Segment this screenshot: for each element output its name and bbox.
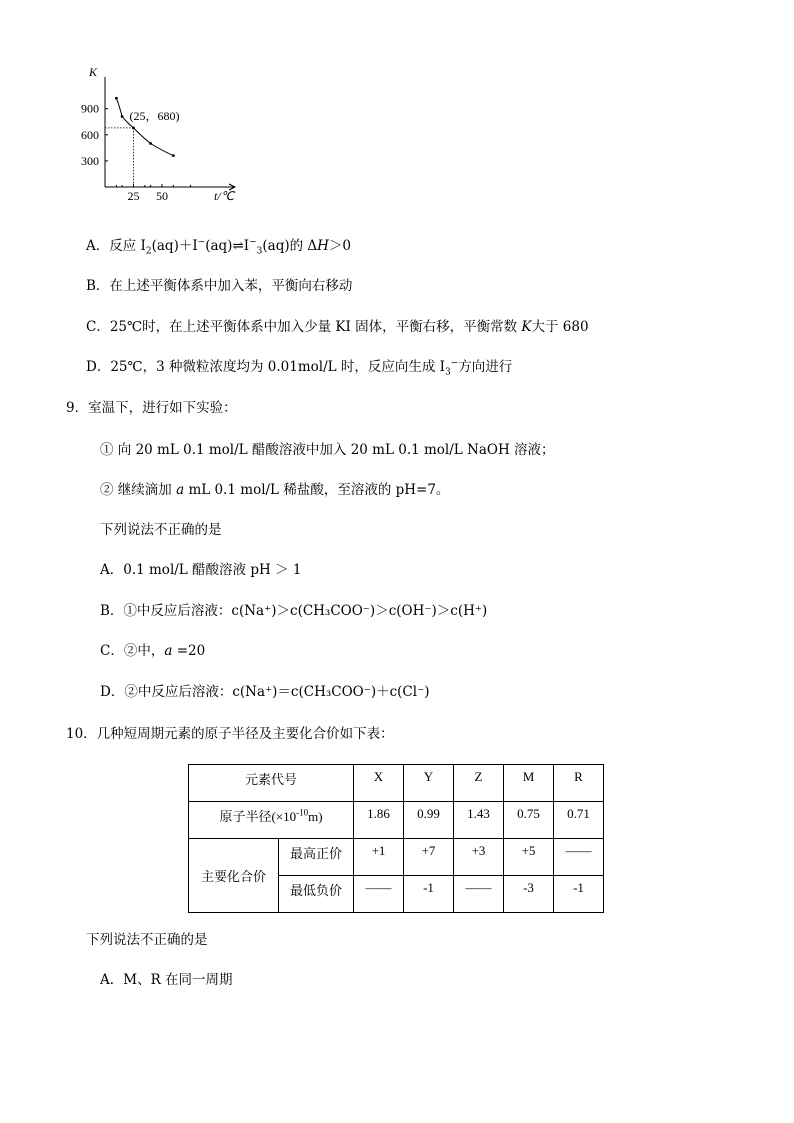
table-cell: 1.86 (354, 802, 404, 839)
chart-labels (88, 65, 236, 203)
y-tick-label: 900 (81, 101, 99, 116)
table-cell: —— (454, 876, 504, 913)
table-cell: 0.99 (404, 802, 454, 839)
y-axis-label: K (89, 65, 98, 79)
q9-option-b: B．①中反应后溶液：c(Na⁺)＞c(CH₃COO⁻)＞c(OH⁻)＞c(H⁺) (100, 603, 488, 619)
table-cell: -3 (504, 876, 554, 913)
table-cell: +7 (404, 839, 454, 876)
table-cell: +5 (504, 839, 554, 876)
data-point (121, 115, 124, 118)
table-header-radius: 原子半径$(\times 10^{-10}m)$ (189, 802, 354, 839)
table-cell: Y (404, 765, 454, 802)
series-line (116, 98, 173, 155)
table-row (189, 802, 604, 839)
table-row (189, 765, 604, 802)
x-tick-label: 50 (156, 189, 168, 203)
q9-ask: 下列说法不正确的是 (100, 522, 222, 538)
table-cell: -1 (554, 876, 604, 913)
q8-option-d: D．25℃，3 种微粒浓度均为 0.01mol/L 时，反应向生成 $I_3^-$方向进行 (86, 358, 513, 378)
q9-stem: 9．室温下，进行如下实验： (66, 400, 237, 416)
equilibrium-constant-chart (70, 55, 260, 215)
data-point (115, 97, 118, 100)
y-tick-label: 600 (81, 127, 99, 142)
q10-stem: 10．几种短周期元素的原子半径及主要化合价如下表： (66, 726, 394, 742)
chart-series (115, 97, 175, 157)
table-cell: +1 (354, 839, 404, 876)
table-row (189, 839, 604, 876)
x-axis-label: t/℃ (214, 189, 235, 203)
q9-step-2: ② 继续滴加 a mL 0.1 mol/L 稀盐酸，至溶液的 pH=7。 (100, 482, 450, 498)
q8-option-a: A．反应 $I_2(aq)+I^-(aq)\rightleftharpoons I^-_3(aq)$的 ΔH＞0 (86, 237, 352, 257)
table-cell: X (354, 765, 404, 802)
table-cell: 0.75 (504, 802, 554, 839)
y-tick-label: 300 (81, 153, 99, 168)
table-cell: —— (554, 839, 604, 876)
data-point (172, 154, 175, 157)
table-header-min: 最低负价 (279, 876, 354, 913)
q10-option-a: A．M、R 在同一周期 (100, 972, 233, 988)
data-point (149, 142, 152, 145)
point-annotation: (25，680) (129, 108, 180, 123)
chart-axes (105, 77, 235, 190)
x-tick-label: 25 (127, 189, 140, 203)
table-cell: 0.71 (554, 802, 604, 839)
table-header-max: 最高正价 (279, 839, 354, 876)
data-point (132, 126, 135, 129)
q8-option-c: C．25℃时，在上述平衡体系中加入少量 KI 固体，平衡右移，平衡常数 K大于 680 (86, 319, 589, 335)
q9-step-1: ① 向 20 mL 0.1 mol/L 醋酸溶液中加入 20 mL 0.1 mol/L NaOH 溶液； (100, 442, 555, 458)
element-properties-table (188, 764, 604, 913)
table-header-valence: 主要化合价 (189, 839, 279, 913)
chart-guides (105, 128, 134, 187)
table-cell: Z (454, 765, 504, 802)
table-cell: M (504, 765, 554, 802)
table-cell: +3 (454, 839, 504, 876)
table-header-code: 元素代号 (189, 765, 354, 802)
table-cell: 1.43 (454, 802, 504, 839)
table-cell: —— (354, 876, 404, 913)
q9-option-c: C．②中，a =20 (100, 643, 206, 659)
q8-option-b: B．在上述平衡体系中加入苯，平衡向右移动 (86, 278, 353, 294)
q10-ask: 下列说法不正确的是 (86, 932, 208, 948)
table-cell: -1 (404, 876, 454, 913)
table-cell: R (554, 765, 604, 802)
q9-option-d: D．②中反应后溶液：c(Na⁺)＝c(CH₃COO⁻)＋c(Cl⁻) (100, 684, 430, 700)
q9-option-a: A．0.1 mol/L 醋酸溶液 pH ＞ 1 (100, 562, 302, 578)
